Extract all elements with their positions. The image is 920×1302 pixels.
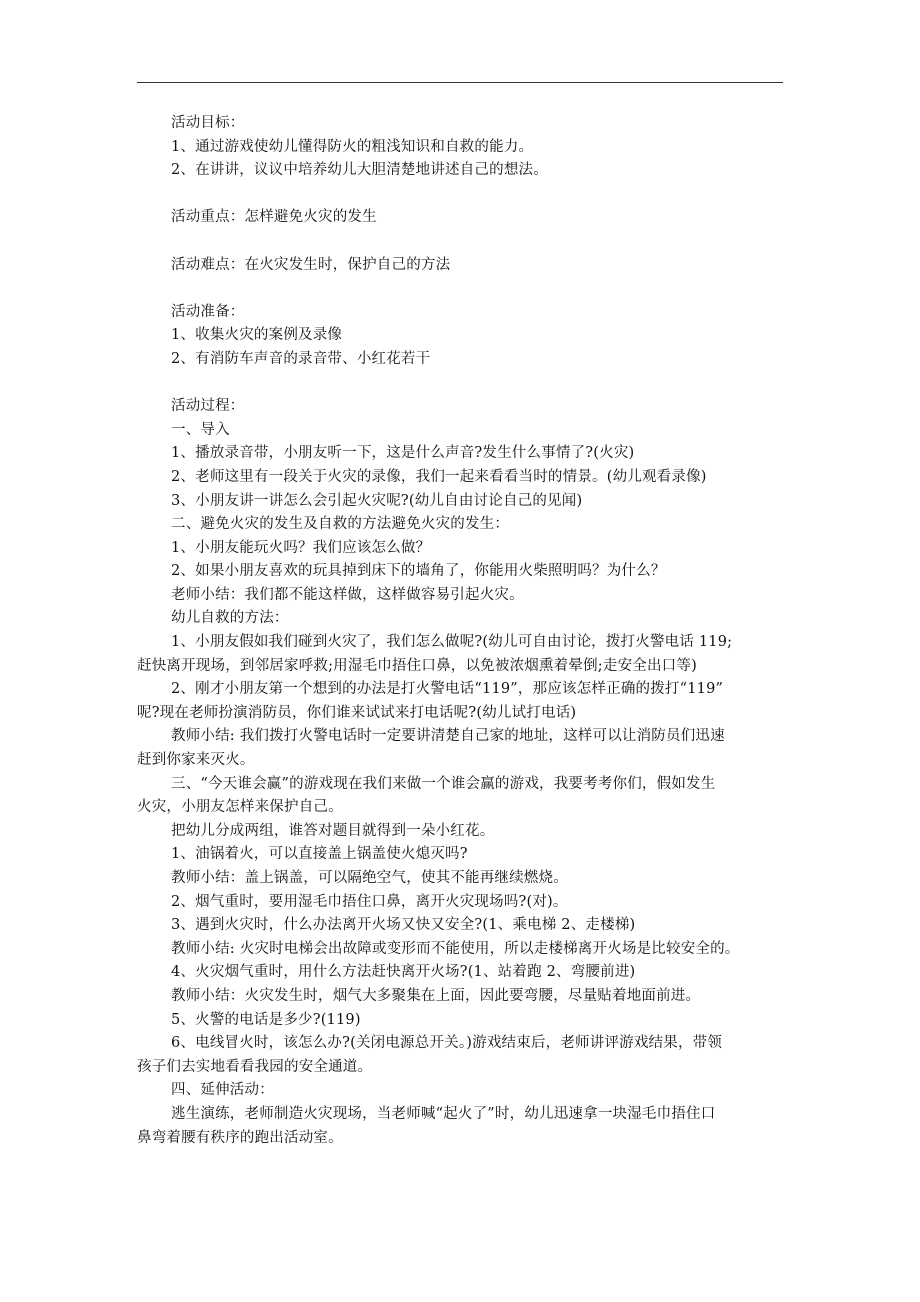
paragraph-line: 1、播放录音带，小朋友听一下，这是什么声音?发生什么事情了?(火灾) [171, 445, 635, 462]
heading-activity-difficulty: 活动难点：在火灾发生时，保护自己的方法 [171, 256, 451, 273]
goal-item-2: 2、在讲讲，议议中培养幼儿大胆清楚地讲述自己的想法。 [171, 162, 548, 179]
section-heading-extension: 四、延伸活动： [171, 1082, 274, 1099]
preparation-item-1: 1、收集火灾的案例及录像 [171, 327, 343, 344]
paragraph-line: 1、小朋友假如我们碰到火灾了，我们怎么做呢?(幼儿可自由讨论，拨打火警电话 119; [171, 634, 733, 651]
goal-item-1: 1、通过游戏使幼儿懂得防火的粗浅知识和自救的能力。 [171, 138, 534, 155]
paragraph-line-continued: 孩子们去实地看看我园的安全通道。 [137, 1058, 373, 1075]
paragraph-line: 3、遇到火灾时，什么办法离开火场又快又安全?(1、乘电梯 2、走楼梯) [171, 917, 636, 934]
paragraph-line-continued: 赶快离开现场，到邻居家呼救;用湿毛巾捂住口鼻，以免被浓烟熏着晕倒;走安全出口等) [137, 657, 697, 674]
paragraph-line: 2、烟气重时，要用湿毛巾捂住口鼻，离开火灾现场吗?(对)。 [171, 893, 568, 910]
subheading-self-rescue: 幼儿自救的方法： [171, 610, 289, 627]
paragraph-line: 2、如果小朋友喜欢的玩具掉到床下的墙角了，你能用火柴照明吗？为什么？ [171, 563, 666, 580]
paragraph-line: 逃生演练，老师制造火灾现场，当老师喊“起火了”时，幼儿迅速拿一块湿毛巾捂住口 [171, 1105, 716, 1122]
paragraph-line: 老师小结：我们都不能这样做，这样做容易引起火灾。 [171, 586, 524, 603]
paragraph-line: 6、电线冒火时，该怎么办?(关闭电源总开关。)游戏结束后，老师讲评游戏结果，带领 [171, 1035, 723, 1052]
paragraph-line: 教师小结：盖上锅盖，可以隔绝空气，使其不能再继续燃烧。 [171, 870, 568, 886]
section-heading-prevention: 二、避免火灾的发生及自救的方法避免火灾的发生： [171, 516, 510, 533]
spacer [137, 372, 783, 396]
paragraph-line: 教师小结：火灾发生时，烟气大多聚集在上面，因此要弯腰，尽量贴着地面前进。 [171, 987, 701, 1004]
document-body [137, 112, 783, 1150]
spacer [137, 183, 783, 207]
preparation-item-2: 2、有消防车声音的录音带、小红花若干 [171, 350, 431, 367]
heading-activity-process: 活动过程： [171, 398, 245, 415]
paragraph-line: 2、老师这里有一段关于火灾的录像，我们一起来看看当时的情景。(幼儿观看录像) [171, 468, 707, 485]
section-heading-intro: 一、导入 [171, 421, 230, 438]
paragraph-line: 4、火灾烟气重时，用什么方法赶快离开火场?(1、站着跑 2、弯腰前进) [171, 964, 636, 981]
section-heading-game: 三、“今天谁会赢”的游戏现在我们来做一个谁会赢的游戏，我要考考你们，假如发生 [171, 775, 716, 792]
paragraph-line: 教师小结: 火灾时电梯会出故障或变形而不能使用，所以走楼梯离开火场是比较安全的。 [171, 940, 740, 957]
paragraph-line: 把幼儿分成两组，谁答对题目就得到一朵小红花。 [171, 822, 495, 839]
paragraph-line-continued: 呢?现在老师扮演消防员，你们谁来试试来打电话呢?(幼儿试打电话) [137, 704, 577, 721]
paragraph-line: 3、小朋友讲一讲怎么会引起火灾呢?(幼儿自由讨论自己的见闻) [171, 492, 583, 509]
paragraph-line-continued: 鼻弯着腰有秩序的跑出活动室。 [137, 1129, 343, 1146]
paragraph-line: 1、油锅着火，可以直接盖上锅盖使火熄灭吗? [171, 846, 468, 863]
heading-activity-focus: 活动重点：怎样避免火灾的发生 [171, 209, 377, 226]
paragraph-line: 1、小朋友能玩火吗？我们应该怎么做？ [171, 539, 431, 556]
heading-activity-preparation: 活动准备： [171, 303, 245, 320]
paragraph-line: 2、刚才小朋友第一个想到的办法是打火警电话“119”，那应该怎样正确的拨打“119” [171, 681, 724, 698]
header-rule [137, 82, 783, 83]
heading-activity-goals: 活动目标： [171, 115, 245, 131]
spacer [137, 277, 783, 301]
paragraph-line-continued: 赶到你家来灭火。 [137, 752, 255, 769]
paragraph-line-continued: 火灾，小朋友怎样来保护自己。 [137, 799, 343, 816]
paragraph-line: 教师小结: 我们拨打火警电话时一定要讲清楚自己家的地址，这样可以让消防员们迅速 [171, 728, 725, 745]
paragraph-line: 5、火警的电话是多少?(119) [171, 1011, 361, 1028]
spacer [137, 230, 783, 254]
